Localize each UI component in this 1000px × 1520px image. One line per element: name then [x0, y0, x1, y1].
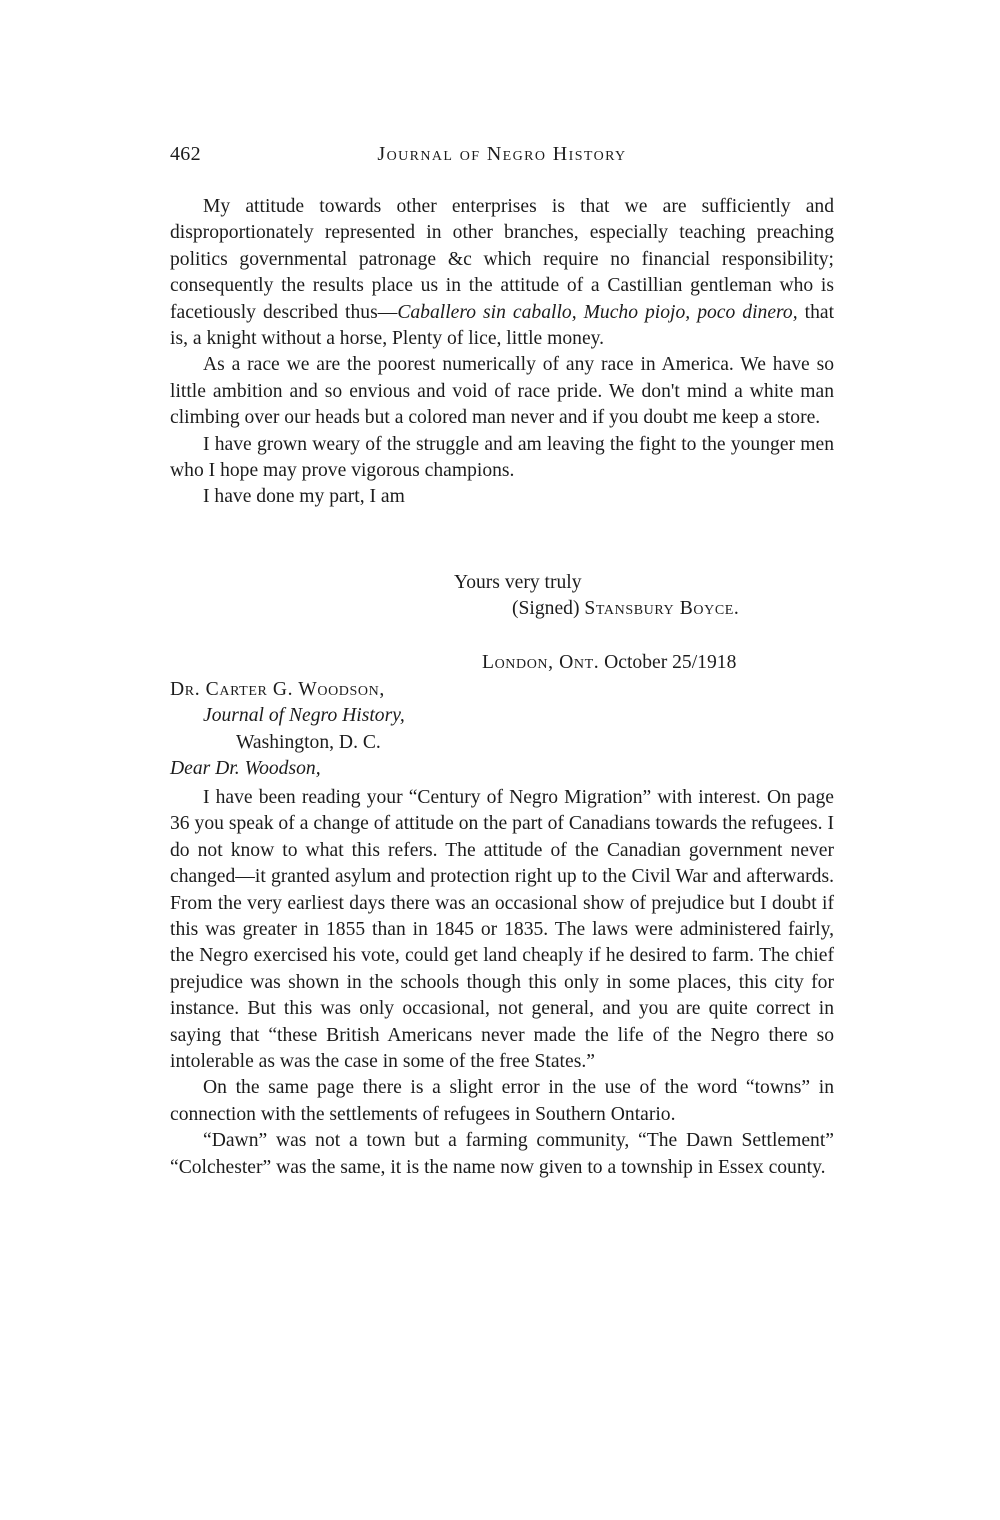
paragraph: I have grown weary of the struggle and am leaving the fight to the younger men who I hope may prove vigorous champions.: [170, 433, 834, 482]
paragraph: [170, 194, 834, 352]
running-title: Journal of Negro History: [377, 143, 627, 165]
signature-line: [170, 596, 834, 622]
paragraph: I have been reading your “Century of Negro Migration” with interest. On page 36 you speak of a change of attitude on the part of Canadians towards the refugees. I do not know to what this refers. The attitude of the Canadian government never changed—it granted asylum and protection right up to the Civil War and afterwards. From the very earliest days there was an occasional show of prejudice but I doubt if this was greater in 1855 than in 1845 or 1835. The laws were administered fairly, the Negro exercised his vote, could get land cheaply if he desired to farm. The chief prejudice was shown in the schools though this only in some places, this city for instance. But this was only occasional, not general, and you are quite correct in saying that “these British Americans never made the life of the Negro there so intolerable as was the case in some of the free States.”: [170, 787, 834, 1073]
salutation: [170, 756, 834, 782]
letter-two-dateline: [170, 650, 834, 676]
page-header: [170, 143, 834, 171]
date: October 25/1918: [599, 652, 737, 673]
dateline: [170, 650, 834, 676]
letter-one-closing: [170, 570, 834, 623]
place: London, Ont.: [482, 652, 600, 673]
page-number: 462: [170, 143, 201, 165]
signature: Stansbury Boyce.: [584, 598, 740, 620]
paragraph: As a race we are the poorest numerically of any race in America. We have so little ambition and so envious and void of race pride. We don't mind a white man climbing over our heads but a colored man never and if you doubt me keep a store.: [170, 354, 834, 429]
spanish-quote: Caballero sin caballo, Mucho piojo, poco dinero,: [397, 301, 798, 323]
paragraph-text: that is, a knight without a horse, Plenty of lice, little money.: [170, 301, 835, 350]
letter-two-address: [170, 677, 834, 783]
addressee-city: Washington, D. C.: [236, 731, 381, 753]
addressee-name: Dr. Carter G. Woodson,: [170, 679, 385, 700]
paragraph: I have done my part, I am: [203, 486, 405, 508]
signed-prefix: (Signed): [512, 598, 585, 620]
salutation-text: Dear Dr. Woodson,: [170, 758, 321, 780]
paragraph: On the same page there is a slight error in the use of the word “towns” in connection with the settlements of refugees in Southern Ontario.: [170, 1077, 834, 1125]
closing: Yours very truly: [454, 572, 582, 593]
journal-name: Journal of Negro History,: [203, 705, 405, 727]
paragraph-text: My attitude towards other enterprises is that we are sufficiently and disproportionately represented in other branches, especially teaching preaching politics governmental patronage &c which require no financial responsibility; consequently the results place us in the attitude of a Castillian gentleman who is facetiously described thus—: [170, 196, 834, 323]
letter-two-body: [170, 785, 834, 1181]
paragraph: “Dawn” was not a town but a farming community, “The Dawn Settlement” “Colchester” was the same, it is the name now given to a township in Essex county.: [170, 1130, 834, 1178]
letter-one-body: [170, 194, 834, 511]
addressee-journal: [170, 703, 834, 729]
